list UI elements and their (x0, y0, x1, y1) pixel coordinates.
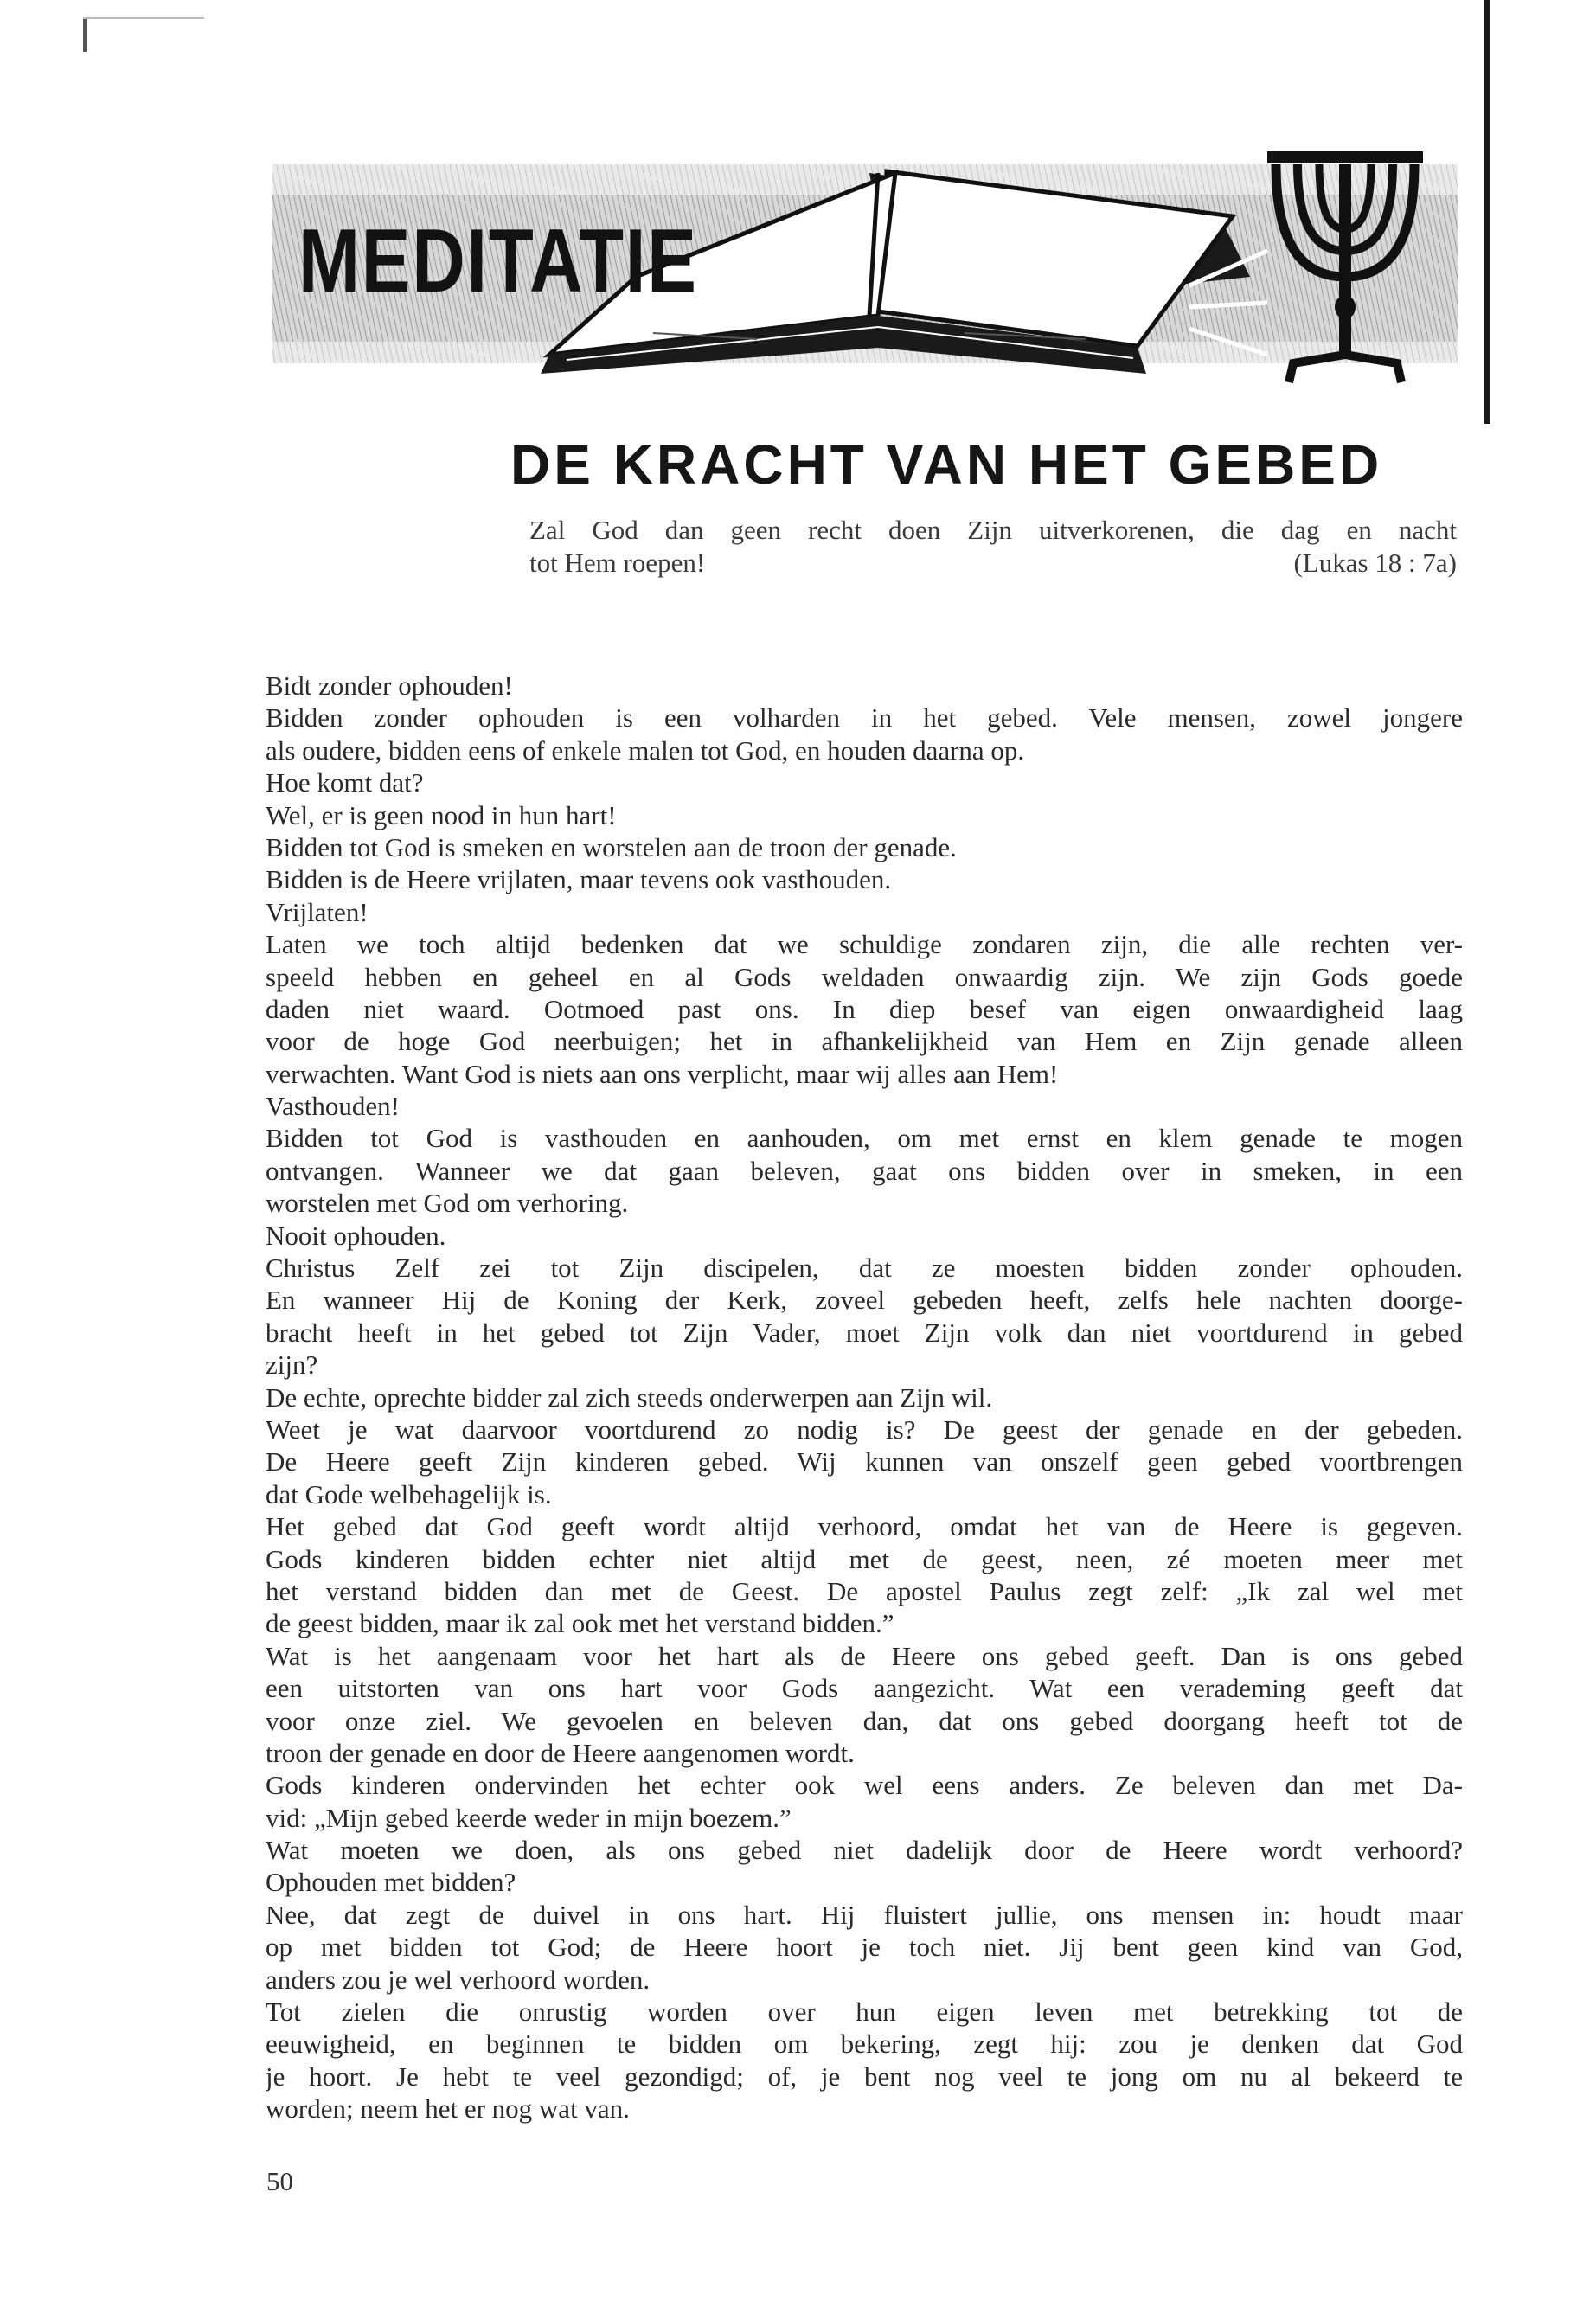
text-line: Hoe komt dat? (266, 767, 424, 798)
text-line: Christus Zelf zei tot Zijn discipelen, dat ze moesten bidden zonder ophouden. (266, 1253, 1463, 1284)
text-line: Bidden zonder ophouden is een volharden in het gebed. Vele mensen, zowel jongere (266, 702, 1463, 734)
text-line: troon der genade en door de Heere aangenomen wordt. (266, 1737, 855, 1768)
article-title: DE KRACHT VAN HET GEBED (510, 433, 1383, 496)
text-line: zijn? (266, 1349, 318, 1381)
text-line: verwachten. Want God is niets aan ons verplicht, maar wij alles aan Hem! (266, 1058, 1059, 1089)
scan-edge-mark (83, 17, 87, 52)
text-line: Gods kinderen ondervinden het echter ook wel eens anders. Ze beleven dan met Da- (266, 1770, 1463, 1801)
text-line: Nooit ophouden. (266, 1220, 446, 1251)
scan-edge-mark (1484, 0, 1490, 424)
text-line: op met bidden tot God; de Heere hoort je toch niet. Jij bent geen kind van God, (266, 1932, 1463, 1963)
text-line: Nee, dat zegt de duivel in ons hart. Hij fluistert jullie, ons mensen in: houdt maar (266, 1899, 1463, 1930)
text-line: En wanneer Hij de Koning der Kerk, zoveel gebeden heeft, zelfs hele nachten doorge- (266, 1285, 1463, 1316)
text-line: Het gebed dat God geeft wordt altijd verhoord, omdat het van de Heere is gegeven. (266, 1511, 1463, 1542)
text-line: Ophouden met bidden? (266, 1867, 516, 1898)
text-line: daden niet waard. Ootmoed past ons. In diep besef van eigen onwaardigheid laag (266, 993, 1463, 1024)
text-line: Bidt zonder ophouden! (266, 670, 513, 701)
text-line: het verstand bidden dan met de Geest. De apostel Paulus zegt zelf: „Ik zal wel met (266, 1575, 1463, 1606)
text-line: Bidden tot God is smeken en worstelen aan de troon der genade. (266, 831, 957, 862)
text-line: speeld hebben en geheel en al Gods weldaden onwaardig zijn. We zijn Gods goede (266, 961, 1463, 992)
text-line: als oudere, bidden eens of enkele malen tot God, en houden daarna op. (266, 734, 1025, 766)
text-line: Gods kinderen bidden echter niet altijd met de geest, neen, zé moeten meer met (266, 1543, 1463, 1574)
section-label: MEDITATIE (298, 211, 698, 311)
scan-edge-mark (83, 17, 204, 19)
text-line: Bidden is de Heere vrijlaten, maar tevens ook vasthouden. (266, 864, 892, 895)
text-line: De Heere geeft Zijn kinderen gebed. Wij kunnen van onszelf geen gebed voortbrengen (266, 1446, 1463, 1477)
text-line: vid: „Mijn gebed keerde weder in mijn boezem.” (266, 1802, 792, 1833)
text-line: Vrijlaten! (266, 896, 369, 927)
text-line: Wat is het aangenaam voor het hart als de Heere ons gebed geeft. Dan is ons gebed (266, 1640, 1463, 1671)
text-line: Wel, er is geen nood in hun hart! (266, 799, 617, 830)
text-line: voor de hoge God neerbuigen; het in afhankelijkheid van Hem en Zijn genade alleen (266, 1026, 1463, 1057)
text-line: een uitstorten van ons hart voor Gods aangezicht. Wat een verademing geeft dat (266, 1673, 1463, 1704)
text-line: ontvangen. Wanneer we dat gaan beleven, gaat ons bidden over in smeken, in een (266, 1155, 1463, 1186)
epigraph (529, 514, 1457, 580)
text-line: worden; neem het er nog wat van. (266, 2093, 630, 2125)
epigraph-line: tot Hem roepen! (529, 548, 706, 578)
article-body (266, 670, 1463, 2125)
scripture-reference: (Lukas 18 : 7a) (1293, 548, 1457, 578)
text-line: Tot zielen die onrustig worden over hun eigen leven met betrekking tot de (266, 1997, 1463, 2028)
text-line: eeuwigheid, en beginnen te bidden om bekering, zegt hij: zou je denken dat God (266, 2029, 1463, 2060)
epigraph-line: Zal God dan geen recht doen Zijn uitverkorenen, die dag en nacht (529, 515, 1457, 545)
text-line: worstelen met God om verhoring. (266, 1188, 629, 1219)
text-line: dat Gode welbehagelijk is. (266, 1478, 552, 1509)
text-line: De echte, oprechte bidder zal zich steeds onderwerpen aan Zijn wil. (266, 1381, 993, 1413)
text-line: je hoort. Je hebt te veel gezondigd; of, je bent nog veel te jong om nu al bekeerd te (266, 2061, 1463, 2092)
text-line: voor onze ziel. We gevoelen en beleven dan, dat ons gebed doorgang heeft tot de (266, 1705, 1463, 1736)
text-line: bracht heeft in het gebed tot Zijn Vader, moet Zijn volk dan niet voortdurend in gebed (266, 1317, 1463, 1348)
meditatie-header-banner (272, 147, 1458, 407)
text-line: Vasthouden! (266, 1091, 400, 1122)
text-line: de geest bidden, maar ik zal ook met het verstand bidden.” (266, 1608, 894, 1639)
text-line: anders zou je wel verhoord worden. (266, 1964, 651, 1995)
page-number: 50 (266, 2166, 293, 2196)
text-line: Weet je wat daarvoor voortdurend zo nodig is? De geest der genade en der gebeden. (266, 1413, 1463, 1445)
text-line: Wat moeten we doen, als ons gebed niet dadelijk door de Heere wordt verhoord? (266, 1835, 1463, 1866)
text-line: Bidden tot God is vasthouden en aanhouden, om met ernst en klem genade te mogen (266, 1123, 1463, 1154)
text-line: Laten we toch altijd bedenken dat we schuldige zondaren zijn, die alle rechten ver- (266, 929, 1463, 960)
